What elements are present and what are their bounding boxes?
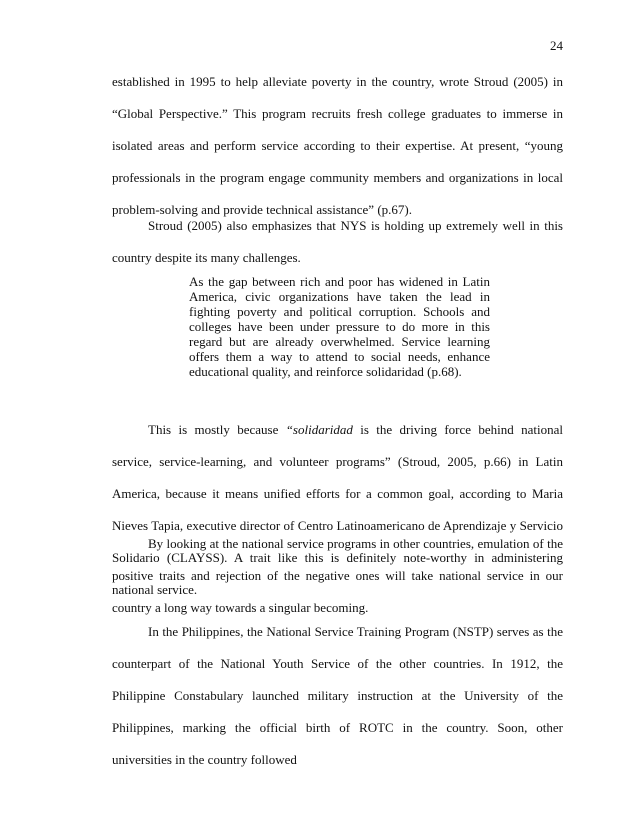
paragraph-1-text: established in 1995 to help alleviate poverty in the country, wrote Stroud (2005) in “Global Perspective.” This program recruits fresh college graduates to immerse in isolated areas and perform service according to their expertise. At present, “young professionals in the program engage community members and organizations in local problem-solving and provide technical assistance” (p.67). <box>112 74 563 217</box>
block-quote: As the gap between rich and poor has widened in Latin America, civic organizations have taken the lead in fighting poverty and political corruption. Schools and colleges have been under pressure to do more in this regard but are already overwhelmed. Service learning offers them a way to attend to social needs, enhance educational quality, and reinforce solidaridad (p.68). <box>189 274 490 379</box>
paragraph-5 <box>112 616 563 776</box>
paragraph-2 <box>112 210 563 274</box>
paragraph-5-text: In the Philippines, the National Service Training Program (NSTP) serves as the counterpart of the National Youth Service of the other countries. In 1912, the Philippine Constabulary launched military instruction at the University of the Philippines, marking the official birth of ROTC in the country. Soon, other universities in the country followed <box>112 624 563 767</box>
paragraph-3-rest: is the driving force behind national service, service-learning, and volunteer programs” (Stroud, 2005, p.66) in Latin America, because it means unified efforts for a common goal, according to Maria Nieves Tapia, executive director of Centro Latinoamericano de Aprendizaje y Servicio Solidario (CLAYSS). A trait like this is definitely note-worthy in administering national service. <box>112 422 563 597</box>
paragraph-3-italic-term: “solidaridad <box>285 422 353 437</box>
paragraph-3-lead: This is mostly because <box>148 422 286 437</box>
paragraph-2-text: Stroud (2005) also emphasizes that NYS is holding up extremely well in this country despite its many challenges. <box>112 218 563 265</box>
page-number: 24 <box>550 38 563 53</box>
paragraph-1 <box>112 66 563 226</box>
paragraph-4-text: By looking at the national service programs in other countries, emulation of the positive traits and rejection of the negative ones will take national service in our country a long way towards a singular becoming. <box>112 536 563 615</box>
paragraph-4 <box>112 528 563 624</box>
